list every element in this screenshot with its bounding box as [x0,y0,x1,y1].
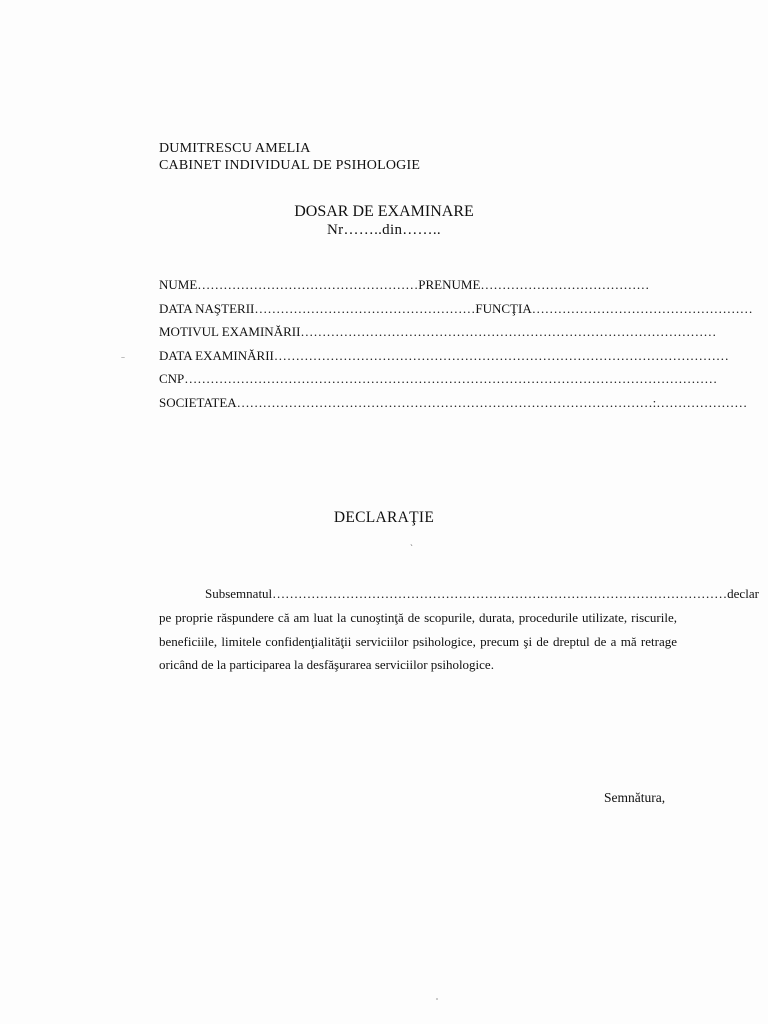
scan-speck [436,998,438,1000]
document-title: DOSAR DE EXAMINARE [294,203,474,220]
scan-speck [121,357,125,358]
field-exam-reason: MOTIVUL EXAMINĂRII…………………………………………………………………………………… [159,324,717,339]
field-name: NUME……………………………………………PRENUME………………………………… [159,277,650,292]
field-cnp: CNP…………………………………………………………………………………………………………… [159,371,718,386]
declaration-first-line: Subsemnatul……………………………………………………………………………………………declar [205,586,759,601]
declaration-title: DECLARAŢIE [333,509,435,526]
personal-data-fields [159,276,753,417]
document-number-line: Nr……..din…….. [327,222,441,238]
declaration-paragraph: pe proprie răspundere că am luat la cunoştinţă de scopurile, durata, procedurile utilizate, riscurile, beneficiile, limitele confidenţialităţii serviciilor psihologice, precum şi de dreptul de a mă retrage oricând de la participarea la desfăşurarea serviciilor psihologice. [159,609,677,673]
letterhead [159,140,420,174]
psychologist-name: DUMITRESCU AMELIA [159,141,311,156]
signature-label: Semnătura, [604,790,666,805]
scan-mark: ˏ [410,536,413,546]
field-exam-date: DATA EXAMINĂRII…………………………………………………………………………………………… [159,347,729,363]
field-birth-date: DATA NAŞTERII……………………………………………FUNCŢIA…………………………………………… [159,300,753,316]
declaration-text [159,582,759,677]
field-company: SOCIETATEA……………………………………………………………………………………:………………… [159,394,748,410]
cabinet-name: CABINET INDIVIDUAL DE PSIHOLOGIE [159,158,421,173]
